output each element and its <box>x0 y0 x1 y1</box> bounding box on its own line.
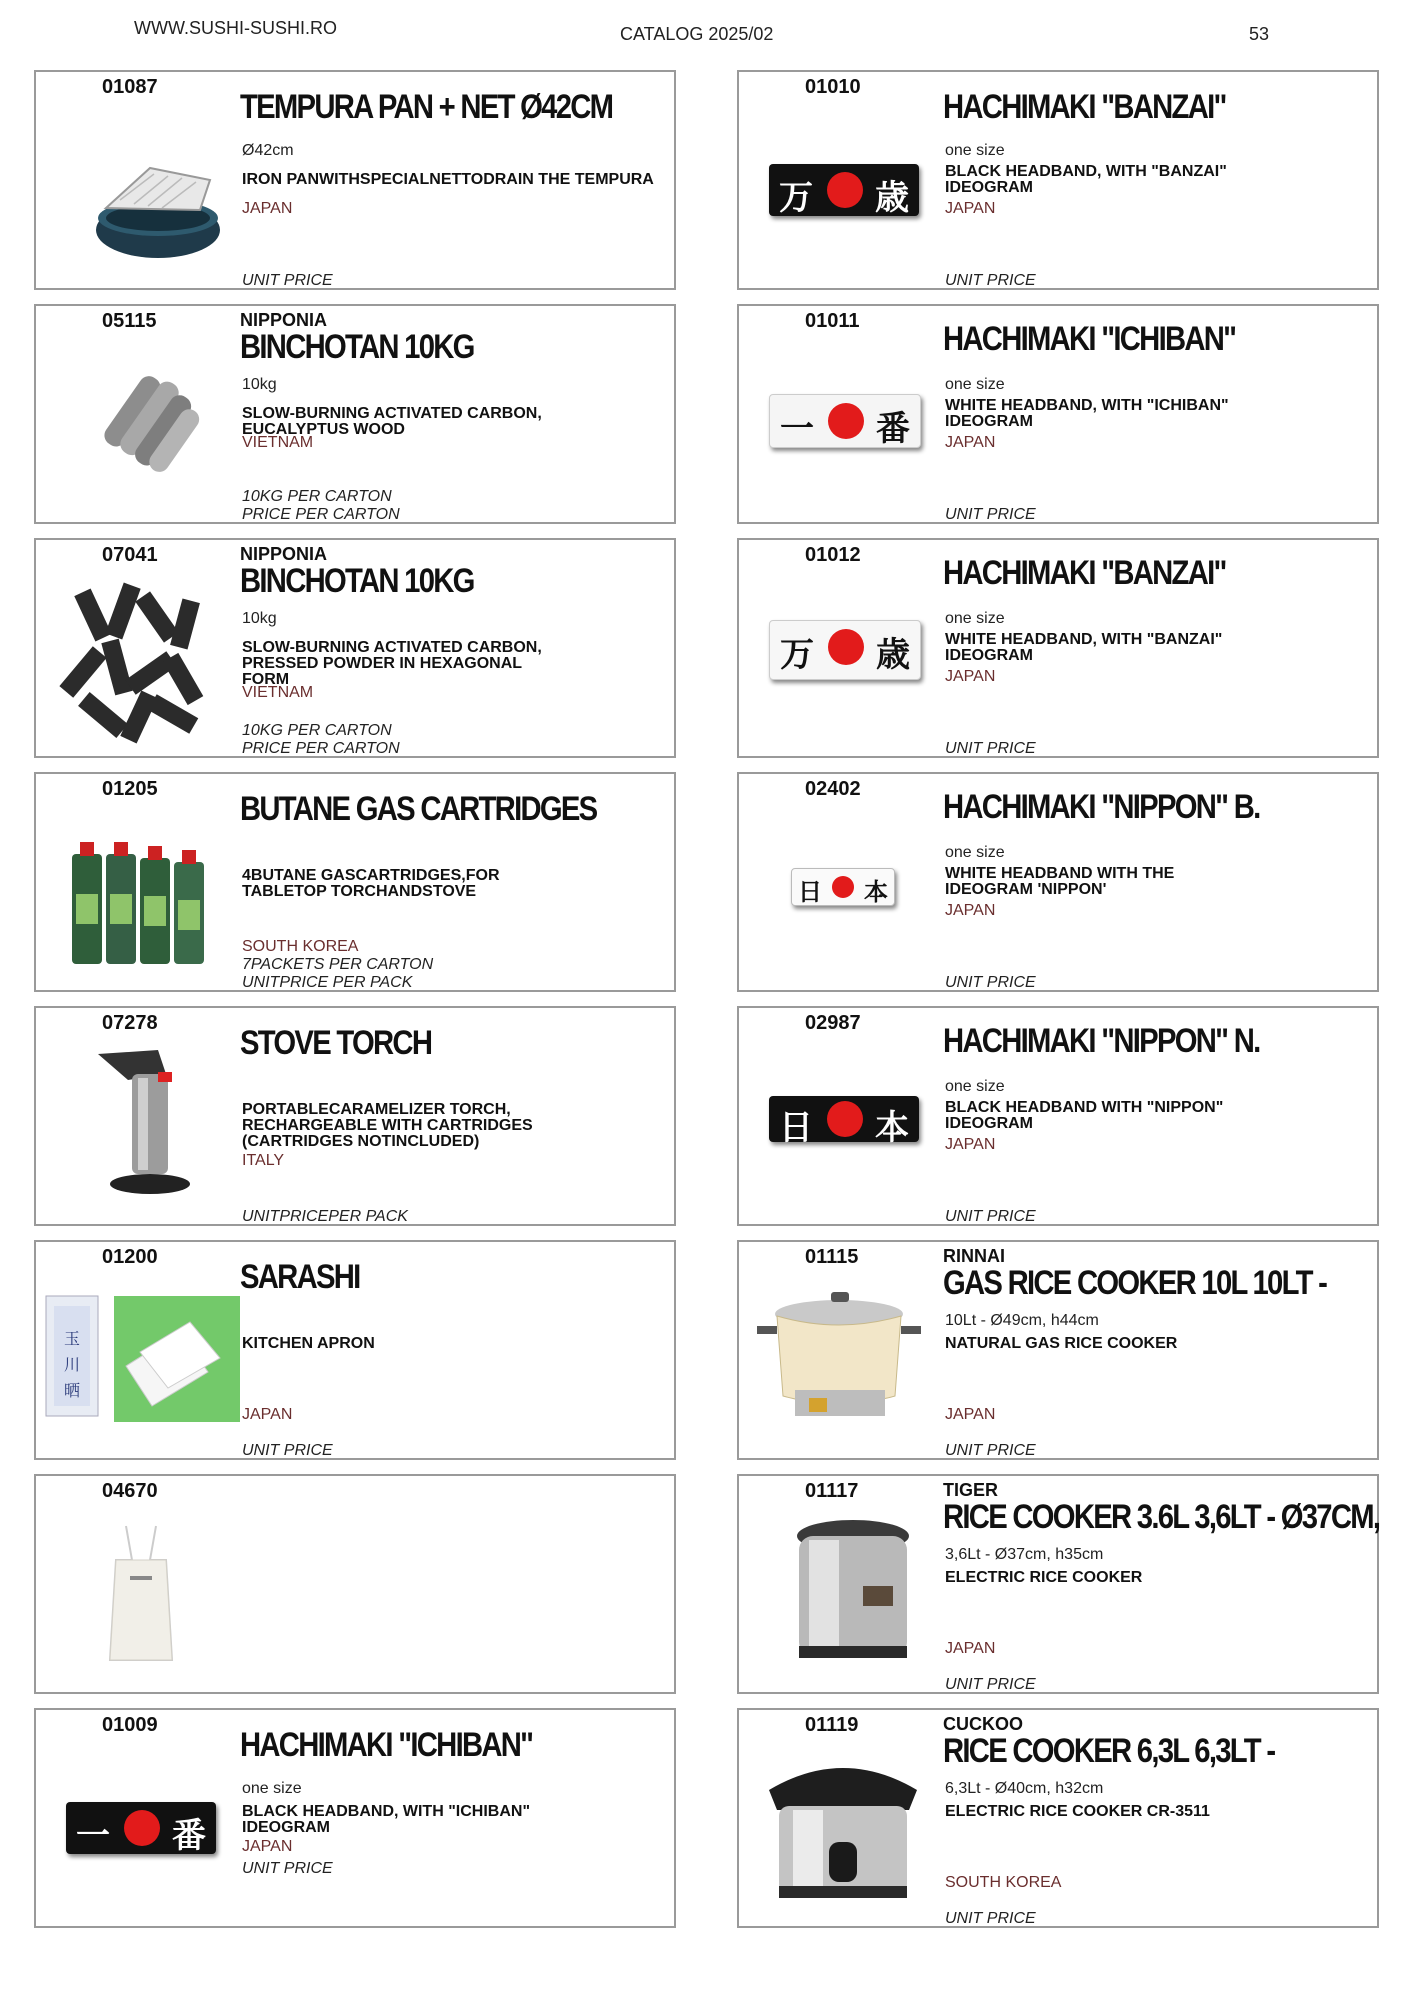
product-description: NATURAL GAS RICE COOKER <box>945 1335 1178 1352</box>
product-origin: JAPAN <box>945 1406 996 1423</box>
kanji-glyph: 日 <box>798 877 822 906</box>
price-note: UNIT PRICE <box>242 1860 333 1877</box>
torch-image <box>88 1044 198 1214</box>
product-card-01119[interactable] <box>737 1708 1379 1928</box>
product-card-01009[interactable] <box>34 1708 676 1928</box>
product-title: SARASHI <box>240 1258 360 1296</box>
kanji-glyph: 番 <box>876 409 910 449</box>
apron-image <box>96 1520 186 1670</box>
kanji-glyph: 歳 <box>876 635 910 675</box>
product-title: HACHIMAKI "NIPPON" B. <box>943 788 1260 826</box>
product-brand: RINNAI <box>943 1246 1005 1266</box>
product-description: SLOW-BURNING ACTIVATED CARBON, PRESSED POWDER IN HEXAGONAL FORM <box>242 639 542 688</box>
product-brand: TIGER <box>943 1480 999 1500</box>
product-origin: JAPAN <box>945 902 996 919</box>
price-note: UNIT PRICE <box>945 740 1036 757</box>
product-title: BUTANE GAS CARTRIDGES <box>240 790 597 828</box>
product-size: one size <box>945 844 1005 861</box>
product-origin: JAPAN <box>945 668 996 685</box>
product-title: TEMPURA PAN + NET Ø42CM <box>240 88 613 126</box>
svg-text:玉: 玉 <box>64 1329 81 1348</box>
product-title: BINCHOTAN 10KG <box>240 562 474 600</box>
product-origin: JAPAN <box>945 1136 996 1153</box>
price-note: UNIT PRICE <box>945 272 1036 289</box>
price-note: UNITPRICE PER PACK <box>242 974 413 991</box>
product-origin: JAPAN <box>945 434 996 451</box>
binchotan-wood-image <box>100 366 210 476</box>
price-note: UNIT PRICE <box>242 1442 333 1459</box>
product-origin: ITALY <box>242 1152 285 1169</box>
product-brand: NIPPONIA <box>240 544 328 564</box>
headband-image <box>66 1802 216 1854</box>
product-card-05115[interactable] <box>34 304 676 524</box>
product-code: 01010 <box>805 76 861 98</box>
product-code: 07041 <box>102 544 158 566</box>
product-code: 01200 <box>102 1246 158 1268</box>
product-code: 01009 <box>102 1714 158 1736</box>
product-title: HACHIMAKI "BANZAI" <box>943 88 1226 126</box>
product-origin: SOUTH KOREA <box>242 938 359 955</box>
price-note: UNIT PRICE <box>945 1208 1036 1225</box>
price-note: UNIT PRICE <box>945 506 1036 523</box>
product-title: RICE COOKER 6,3L 6,3LT - <box>943 1732 1275 1770</box>
product-code: 07278 <box>102 1012 158 1034</box>
product-description: ELECTRIC RICE COOKER <box>945 1569 1143 1586</box>
product-card-01012[interactable] <box>737 538 1379 758</box>
product-title: GAS RICE COOKER 10L 10LT - <box>943 1264 1327 1302</box>
carton-note: 7PACKETS PER CARTON <box>242 956 434 973</box>
product-code: 01115 <box>805 1246 859 1268</box>
product-origin: VIETNAM <box>242 684 314 701</box>
price-note: UNIT PRICE <box>945 1910 1036 1927</box>
rising-sun-icon <box>828 629 864 665</box>
gas-rice-cooker-image <box>755 1286 925 1426</box>
product-brand: NIPPONIA <box>240 310 328 330</box>
kanji-glyph: 番 <box>172 1816 206 1856</box>
svg-text:川: 川 <box>64 1355 81 1374</box>
product-title: HACHIMAKI "BANZAI" <box>943 554 1226 592</box>
product-title: STOVE TORCH <box>240 1024 432 1062</box>
product-card-01011[interactable] <box>737 304 1379 524</box>
product-title: HACHIMAKI "ICHIBAN" <box>240 1726 533 1764</box>
catalog-label: CATALOG 2025/02 <box>620 24 774 44</box>
product-size: 3,6Lt - Ø37cm, h35cm <box>945 1546 1104 1563</box>
product-origin: JAPAN <box>945 1640 996 1657</box>
product-code: 01205 <box>102 778 158 800</box>
rising-sun-icon <box>828 403 864 439</box>
product-title: HACHIMAKI "NIPPON" N. <box>943 1022 1260 1060</box>
site-url: WWW.SUSHI-SUSHI.RO <box>134 18 337 38</box>
product-description: IRON PANWITHSPECIALNETTODRAIN THE TEMPURA <box>242 171 654 188</box>
price-note: UNITPRICEPER PACK <box>242 1208 408 1225</box>
product-description: BLACK HEADBAND, WITH "BANZAI" IDEOGRAM <box>945 163 1227 196</box>
product-size: 6,3Lt - Ø40cm, h32cm <box>945 1780 1104 1797</box>
product-code: 04670 <box>102 1480 158 1502</box>
kanji-glyph: 万 <box>780 635 814 675</box>
rising-sun-icon <box>827 172 863 208</box>
product-card-07041[interactable] <box>34 538 676 758</box>
product-code: 01011 <box>805 310 860 332</box>
product-card-02987[interactable] <box>737 1006 1379 1226</box>
product-brand: CUCKOO <box>943 1714 1023 1734</box>
kanji-glyph: 歳 <box>875 178 909 218</box>
product-origin: JAPAN <box>242 1838 293 1855</box>
product-code: 01117 <box>805 1480 859 1502</box>
kanji-glyph: 本 <box>864 877 888 906</box>
product-size: one size <box>242 1780 302 1797</box>
price-note: UNIT PRICE <box>242 272 333 289</box>
product-origin: JAPAN <box>945 200 996 217</box>
product-card-04670[interactable] <box>34 1474 676 1694</box>
product-size: 10Lt - Ø49cm, h44cm <box>945 1312 1099 1329</box>
tempura-pan-image <box>90 160 230 270</box>
sarashi-image <box>40 1292 240 1422</box>
product-title: HACHIMAKI "ICHIBAN" <box>943 320 1236 358</box>
product-code: 02987 <box>805 1012 861 1034</box>
product-code: 02402 <box>805 778 861 800</box>
product-origin: JAPAN <box>242 200 293 217</box>
headband-image <box>769 620 921 680</box>
price-note: UNIT PRICE <box>945 1442 1036 1459</box>
kanji-glyph: 一 <box>76 1816 110 1856</box>
carton-note: 10KG PER CARTON <box>242 722 392 739</box>
carton-note: 10KG PER CARTON <box>242 488 392 505</box>
product-size: Ø42cm <box>242 142 294 159</box>
price-note: UNIT PRICE <box>945 974 1036 991</box>
product-card-01200[interactable] <box>34 1240 676 1460</box>
product-card-01205[interactable] <box>34 772 676 992</box>
product-size: one size <box>945 376 1005 393</box>
product-origin: SOUTH KOREA <box>945 1874 1062 1891</box>
price-note: PRICE PER CARTON <box>242 506 400 523</box>
product-card-01117[interactable] <box>737 1474 1379 1694</box>
product-card-01010[interactable] <box>737 70 1379 290</box>
rising-sun-icon <box>124 1810 160 1846</box>
kanji-glyph: 万 <box>779 178 813 218</box>
product-description: SLOW-BURNING ACTIVATED CARBON, EUCALYPTUS WOOD <box>242 405 542 438</box>
kanji-glyph: 本 <box>875 1108 909 1148</box>
product-description: BLACK HEADBAND, WITH "ICHIBAN" IDEOGRAM <box>242 1803 531 1836</box>
product-card-07278[interactable] <box>34 1006 676 1226</box>
product-size: one size <box>945 142 1005 159</box>
product-description: ELECTRIC RICE COOKER CR-3511 <box>945 1803 1210 1820</box>
price-note: UNIT PRICE <box>945 1676 1036 1693</box>
price-note: PRICE PER CARTON <box>242 740 400 757</box>
product-title: RICE COOKER 3.6L 3,6LT - Ø37CM, <box>943 1498 1380 1536</box>
product-card-02402[interactable] <box>737 772 1379 992</box>
headband-image <box>769 1096 919 1148</box>
product-code: 01012 <box>805 544 861 566</box>
product-card-01087[interactable] <box>34 70 676 290</box>
binchotan-hex-image <box>64 570 214 750</box>
product-description: WHITE HEADBAND, WITH "ICHIBAN" IDEOGRAM <box>945 397 1229 430</box>
product-origin: VIETNAM <box>242 434 314 451</box>
headband-image <box>769 164 919 216</box>
product-size: one size <box>945 1078 1005 1095</box>
product-code: 01119 <box>805 1714 859 1736</box>
product-description: WHITE HEADBAND, WITH "BANZAI" IDEOGRAM <box>945 631 1223 664</box>
product-origin: JAPAN <box>242 1406 293 1423</box>
product-description: PORTABLECARAMELIZER TORCH, RECHARGEABLE WITH CARTRIDGES (CARTRIDGES NOTINCLUDED) <box>242 1101 533 1150</box>
rising-sun-icon <box>832 876 854 898</box>
kanji-glyph: 一 <box>780 409 814 449</box>
rising-sun-icon <box>827 1101 863 1137</box>
electric-rice-cooker-image <box>789 1516 919 1676</box>
gas-cartridges-image <box>68 824 213 974</box>
svg-text:晒: 晒 <box>64 1381 81 1400</box>
headband-image <box>791 868 895 906</box>
product-code: 01087 <box>102 76 158 98</box>
kanji-glyph: 日 <box>779 1108 813 1148</box>
product-code: 05115 <box>102 310 157 332</box>
product-description: WHITE HEADBAND WITH THE IDEOGRAM 'NIPPON' <box>945 865 1175 898</box>
headband-image <box>769 394 921 448</box>
product-title: BINCHOTAN 10KG <box>240 328 474 366</box>
product-size: 10kg <box>242 376 277 393</box>
page-number: 53 <box>1249 24 1270 44</box>
product-card-01115[interactable] <box>737 1240 1379 1460</box>
product-description: BLACK HEADBAND WITH "NIPPON" IDEOGRAM <box>945 1099 1224 1132</box>
product-description: KITCHEN APRON <box>242 1335 375 1352</box>
product-size: one size <box>945 610 1005 627</box>
electric-rice-cooker-image <box>759 1750 929 1910</box>
product-description: 4BUTANE GASCARTRIDGES,FOR TABLETOP TORCHANDSTOVE <box>242 867 500 900</box>
product-size: 10kg <box>242 610 277 627</box>
